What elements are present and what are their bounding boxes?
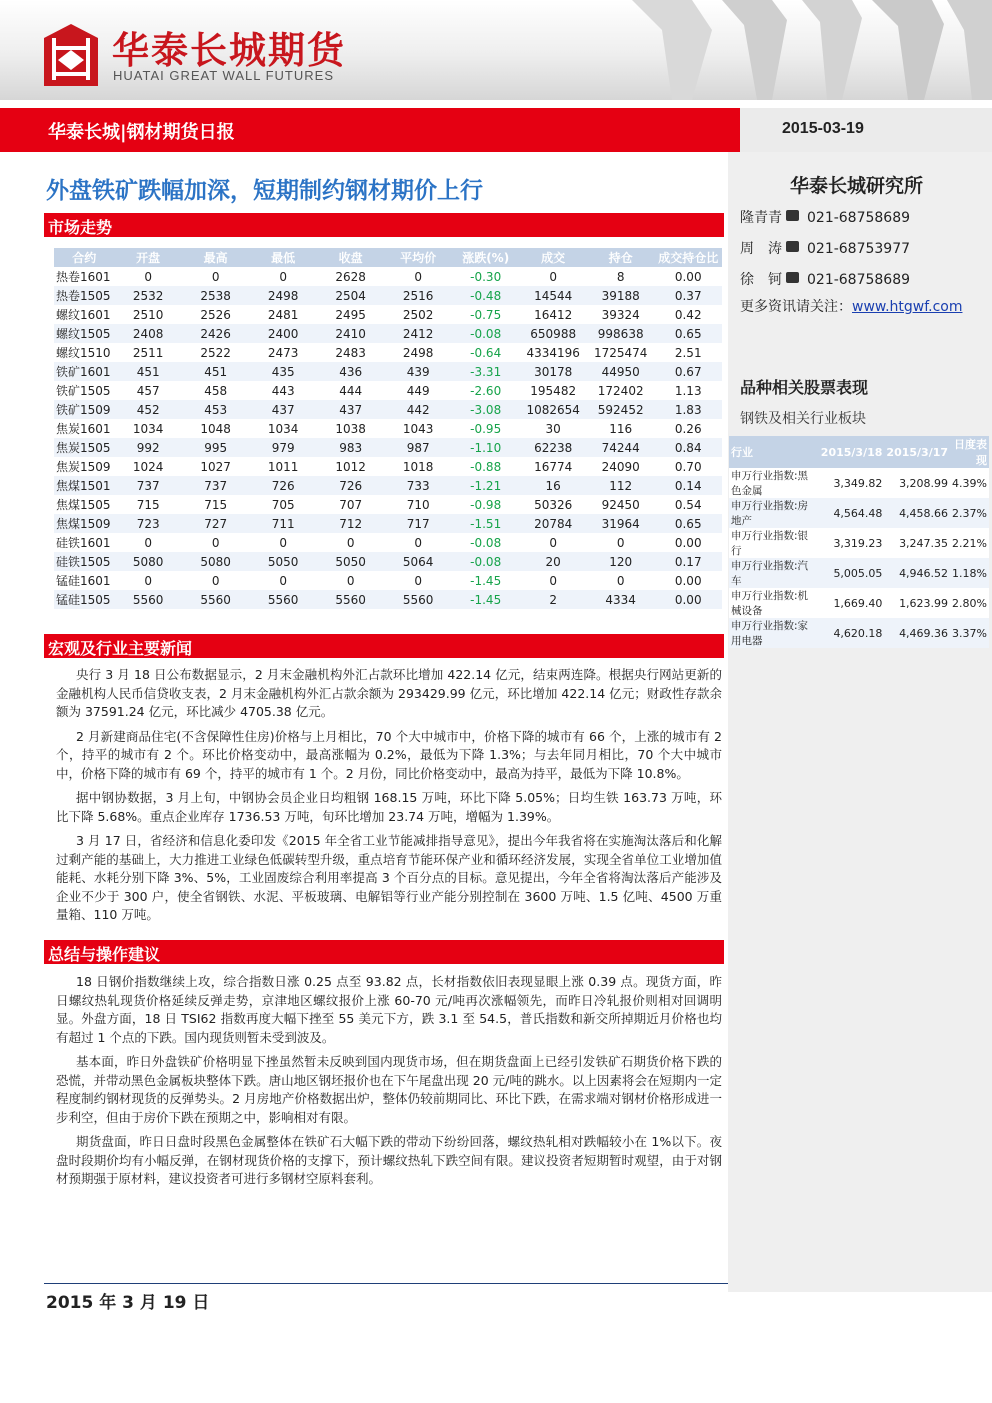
market-cell: 0.17 — [654, 552, 722, 571]
market-cell: -0.08 — [452, 533, 520, 552]
contract-cell: 焦炭1601 — [54, 419, 114, 438]
market-cell: 449 — [384, 381, 452, 400]
market-cell: 0 — [182, 571, 250, 590]
market-cell: 1082654 — [519, 400, 587, 419]
report-date: 2015-03-19 — [782, 120, 864, 137]
market-cell: 0 — [114, 267, 182, 286]
stock-subheading: 钢铁及相关行业板块 — [740, 411, 866, 427]
market-cell: 0.67 — [654, 362, 722, 381]
market-cell: 707 — [317, 495, 385, 514]
market-cell: -1.21 — [452, 476, 520, 495]
market-cell: -0.64 — [452, 343, 520, 362]
news-paragraph: 据中钢协数据，3 月上旬，中钢协会员企业日均粗钢 168.15 万吨，环比下降 5.05%；日均生铁 163.73 万吨，环比下降 5.68%。重点企业库存 1736.53 万吨，旬环比增加 23.74 万吨，增幅为 1.39%。 — [56, 790, 722, 824]
section-title: 宏观及行业主要新闻 — [48, 639, 193, 658]
market-cell: 74244 — [587, 438, 655, 457]
market-cell: 592452 — [587, 400, 655, 419]
market-col-header: 收盘 — [317, 248, 385, 267]
market-cell: 458 — [182, 381, 250, 400]
market-table-row — [54, 495, 722, 514]
market-cell: 0.65 — [654, 514, 722, 533]
market-cell: 0.42 — [654, 305, 722, 324]
market-cell: 0 — [249, 533, 317, 552]
contract-cell: 铁矿1505 — [54, 381, 114, 400]
market-cell: 2522 — [182, 343, 250, 362]
market-cell: 1018 — [384, 457, 452, 476]
contract-cell: 螺纹1510 — [54, 343, 114, 362]
market-col-header: 合约 — [54, 248, 114, 267]
market-cell: 2498 — [384, 343, 452, 362]
market-table-row — [54, 571, 722, 590]
more-info — [740, 296, 962, 316]
phone-icon — [786, 272, 799, 283]
stock-table-row — [729, 468, 989, 498]
market-cell: 444 — [317, 381, 385, 400]
summary-body — [56, 973, 722, 1195]
market-cell: -0.30 — [452, 267, 520, 286]
market-table-row — [54, 267, 722, 286]
stock-cell: 2.37% — [950, 498, 989, 528]
market-cell: 195482 — [519, 381, 587, 400]
market-cell: 92450 — [587, 495, 655, 514]
market-cell: 2502 — [384, 305, 452, 324]
market-cell: -0.48 — [452, 286, 520, 305]
market-cell: 2526 — [182, 305, 250, 324]
market-cell: 5560 — [182, 590, 250, 609]
market-cell: 5080 — [114, 552, 182, 571]
market-cell: -3.08 — [452, 400, 520, 419]
market-table — [54, 248, 722, 609]
market-cell: 2504 — [317, 286, 385, 305]
market-cell: 5050 — [249, 552, 317, 571]
market-cell: 998638 — [587, 324, 655, 343]
market-table-row — [54, 590, 722, 609]
market-cell: 717 — [384, 514, 452, 533]
stock-cell: 4,458.66 — [884, 498, 950, 528]
contract-cell: 焦炭1509 — [54, 457, 114, 476]
contact-row — [740, 207, 910, 227]
market-col-header: 最高 — [182, 248, 250, 267]
market-cell: 1024 — [114, 457, 182, 476]
industry-cell: 申万行业指数:银行 — [729, 528, 819, 558]
market-cell: 31964 — [587, 514, 655, 533]
market-cell: 5560 — [114, 590, 182, 609]
stock-cell: 3,349.82 — [819, 468, 885, 498]
contract-cell: 螺纹1601 — [54, 305, 114, 324]
company-name-en: HUATAI GREAT WALL FUTURES — [113, 68, 334, 83]
market-cell: 5080 — [182, 552, 250, 571]
market-cell: -0.88 — [452, 457, 520, 476]
news-paragraph: 2 月新建商品住宅(不含保障性住房)价格与上月相比，70 个大中城市中，价格下降的城市有 66 个，上涨的城市有 2 个，持平的城市有 2 个。环比价格变动中，最高涨幅为 0.2%，最低为下降 1.3%；与去年同月相比，70 个大中城市中，价格下降的城市有 69 个，持平的城市有 1 个。2 月份，同比价格变动中，最高为持平，最低为下降 10.8%。 — [56, 728, 722, 781]
market-cell: -0.75 — [452, 305, 520, 324]
market-cell: 987 — [384, 438, 452, 457]
market-table-row — [54, 381, 722, 400]
stock-table-row — [729, 528, 989, 558]
market-cell: 0 — [384, 533, 452, 552]
stock-cell: 3,319.23 — [819, 528, 885, 558]
market-cell: 1043 — [384, 419, 452, 438]
market-cell: 451 — [182, 362, 250, 381]
market-cell: 0.84 — [654, 438, 722, 457]
stock-table-row — [729, 558, 989, 588]
website-link[interactable]: www.htgwf.com — [852, 299, 963, 315]
phone-icon — [786, 241, 799, 252]
market-cell: -0.95 — [452, 419, 520, 438]
market-cell: -1.10 — [452, 438, 520, 457]
stock-table-header — [729, 436, 989, 468]
market-cell: 62238 — [519, 438, 587, 457]
market-cell: 705 — [249, 495, 317, 514]
summary-paragraph: 基本面，昨日外盘铁矿价格明显下挫虽然暂未反映到国内现货市场，但在期货盘面上已经引发铁矿石期货价格下跌的恐慌，并带动黑色金属板块整体下跌。唐山地区钢坯报价也在下午尾盘出现 20 元/吨的跳水。以上因素将会在短期内一定程度制约钢材现货的反弹势头。2 月房地产价格数据出炉，整体仍较前期同比、环比下跌，在需求端对钢材价格形成进一步利空，但由于房价下跌在预期之中，影响相对有限。 — [56, 1054, 722, 1125]
news-body — [56, 666, 722, 931]
market-cell: 0 — [384, 571, 452, 590]
market-cell: 116 — [587, 419, 655, 438]
market-cell: 16 — [519, 476, 587, 495]
market-table-row — [54, 305, 722, 324]
stock-col-header: 日度表现 — [950, 436, 989, 468]
stock-cell: 3,208.99 — [884, 468, 950, 498]
industry-cell: 申万行业指数:黑色金属 — [729, 468, 819, 498]
market-cell: 2412 — [384, 324, 452, 343]
market-cell: 2426 — [182, 324, 250, 343]
stock-heading: 品种相关股票表现 — [740, 378, 869, 397]
stock-cell: 5,005.05 — [819, 558, 885, 588]
market-cell: 0 — [182, 267, 250, 286]
market-cell: 0.37 — [654, 286, 722, 305]
market-cell: 992 — [114, 438, 182, 457]
stock-cell: 2.21% — [950, 528, 989, 558]
market-cell: -3.31 — [452, 362, 520, 381]
footer-divider — [44, 1283, 728, 1284]
section-market — [44, 213, 724, 237]
market-cell: 0.54 — [654, 495, 722, 514]
summary-paragraph: 18 日钢价指数继续上攻，综合指数日涨 0.25 点至 93.82 点，长材指数依旧表现显眼上涨 0.39 点。现货方面，昨日螺纹热轧现货价格延续反弹走势，京津地区螺纹报价上涨 60-70 元/吨再次涨幅领先，而昨日冷轧报价则相对回调明显。外盘方面，18 日 TSI62 指数再度大幅下挫至 55 美元下方，跌 3.1 至 54.5，普氏指数和新交所掉期近月价格也均有超过 1 个点的下跌。国内现货则暂未受到波及。 — [56, 974, 722, 1045]
market-cell: 2483 — [317, 343, 385, 362]
contract-cell: 螺纹1505 — [54, 324, 114, 343]
market-cell: 0 — [249, 571, 317, 590]
stock-cell: 4,620.18 — [819, 618, 885, 648]
footer-date: 2015 年 3 月 19 日 — [46, 1293, 210, 1313]
report-title: 华泰长城|钢材期货日报 — [48, 122, 235, 143]
market-cell: 5064 — [384, 552, 452, 571]
market-cell: 2410 — [317, 324, 385, 343]
stock-cell: 2.80% — [950, 588, 989, 618]
market-cell: 2473 — [249, 343, 317, 362]
market-cell: 1048 — [182, 419, 250, 438]
market-cell: 0 — [519, 267, 587, 286]
market-cell: 2510 — [114, 305, 182, 324]
stock-cell: 4,564.48 — [819, 498, 885, 528]
market-cell: 436 — [317, 362, 385, 381]
market-cell: 5560 — [317, 590, 385, 609]
market-table-header — [54, 248, 722, 267]
industry-cell: 申万行业指数:家用电器 — [729, 618, 819, 648]
news-paragraph: 央行 3 月 18 日公布数据显示，2 月末金融机构外汇占款环比增加 422.14 亿元，结束两连降。根据央行网站更新的金融机构人民币信贷收支表，2 月末金融机构外汇占款余额为 293429.99 亿元，环比增加 422.14 亿元；财政性存款余额为 37591.24 亿元，环比减少 4705.38 亿元。 — [56, 667, 722, 719]
market-cell: 0.65 — [654, 324, 722, 343]
market-cell: 727 — [182, 514, 250, 533]
stock-cell: 3.37% — [950, 618, 989, 648]
market-cell: 39188 — [587, 286, 655, 305]
market-cell: 452 — [114, 400, 182, 419]
market-col-header: 成交 — [519, 248, 587, 267]
market-cell: 1027 — [182, 457, 250, 476]
market-cell: 5560 — [384, 590, 452, 609]
market-cell: 30 — [519, 419, 587, 438]
stock-col-header: 行业 — [729, 436, 819, 468]
market-cell: 983 — [317, 438, 385, 457]
contract-cell: 硅铁1505 — [54, 552, 114, 571]
stock-table-row — [729, 618, 989, 648]
market-cell: 0.00 — [654, 590, 722, 609]
contract-cell: 热卷1601 — [54, 267, 114, 286]
section-news — [44, 634, 724, 658]
market-cell: 2532 — [114, 286, 182, 305]
contract-cell: 热卷1505 — [54, 286, 114, 305]
market-cell: 0 — [519, 533, 587, 552]
stock-cell: 4,469.36 — [884, 618, 950, 648]
market-cell: 0.26 — [654, 419, 722, 438]
market-cell: 14544 — [519, 286, 587, 305]
market-cell: 4334196 — [519, 343, 587, 362]
market-cell: 50326 — [519, 495, 587, 514]
market-cell: 20 — [519, 552, 587, 571]
market-cell: 995 — [182, 438, 250, 457]
market-table-row — [54, 324, 722, 343]
market-table-row — [54, 400, 722, 419]
market-table-row — [54, 476, 722, 495]
market-cell: 0 — [114, 571, 182, 590]
contract-cell: 锰硅1505 — [54, 590, 114, 609]
stock-col-header: 2015/3/17 — [884, 436, 950, 468]
market-cell: 2.51 — [654, 343, 722, 362]
market-cell: 2495 — [317, 305, 385, 324]
market-cell: 715 — [182, 495, 250, 514]
contract-cell: 铁矿1509 — [54, 400, 114, 419]
market-cell: 442 — [384, 400, 452, 419]
market-cell: -2.60 — [452, 381, 520, 400]
market-table-row — [54, 457, 722, 476]
stock-cell: 1.18% — [950, 558, 989, 588]
market-cell: 0 — [317, 571, 385, 590]
market-col-header: 平均价 — [384, 248, 452, 267]
market-cell: 24090 — [587, 457, 655, 476]
market-cell: 2408 — [114, 324, 182, 343]
market-cell: 2516 — [384, 286, 452, 305]
market-cell: 737 — [114, 476, 182, 495]
market-cell: 30178 — [519, 362, 587, 381]
contact-name: 周 涛 — [740, 241, 782, 257]
contact-phone: 021-68753977 — [807, 241, 911, 257]
stock-cell: 1,669.40 — [819, 588, 885, 618]
market-cell: 1011 — [249, 457, 317, 476]
market-cell: 733 — [384, 476, 452, 495]
institute-name: 华泰长城研究所 — [790, 175, 924, 197]
market-cell: 172402 — [587, 381, 655, 400]
market-col-header: 涨跌(%) — [452, 248, 520, 267]
market-cell: -1.51 — [452, 514, 520, 533]
market-col-header: 持仓 — [587, 248, 655, 267]
market-cell: 726 — [249, 476, 317, 495]
market-cell: 2 — [519, 590, 587, 609]
market-cell: 8 — [587, 267, 655, 286]
market-col-header: 最低 — [249, 248, 317, 267]
market-cell: 1.13 — [654, 381, 722, 400]
market-cell: 2511 — [114, 343, 182, 362]
market-cell: 0 — [249, 267, 317, 286]
news-paragraph: 3 月 17 日，省经济和信息化委印发《2015 年全省工业节能减排指导意见》，提出今年我省将在实施淘汰落后和化解过剩产能的基础上，大力推进工业绿色低碳转型升级，重点培育节能环保产业和循环经济发展，实现全省单位工业增加值能耗、水耗分别下降 3%、5%，工业固废综合利用率提高 3 个百分点的目标。意见提出，今年全省将淘汰落后产能涉及企业不少于 300 户，使全省钢铁、水泥、平板玻璃、电解铝等行业产能分别控制在 3600 万吨、1.5 亿吨、4500 万重量箱、110 万吨。 — [56, 833, 722, 922]
contact-phone: 021-68758689 — [807, 272, 911, 288]
market-cell: 1034 — [114, 419, 182, 438]
market-cell: 1012 — [317, 457, 385, 476]
market-cell: 0 — [114, 533, 182, 552]
industry-cell: 申万行业指数:机械设备 — [729, 588, 819, 618]
headline: 外盘铁矿跌幅加深，短期制约钢材期价上行 — [46, 178, 483, 204]
market-cell: 0 — [317, 533, 385, 552]
market-cell: 453 — [182, 400, 250, 419]
market-cell: -0.08 — [452, 324, 520, 343]
market-cell: 120 — [587, 552, 655, 571]
market-table-row — [54, 533, 722, 552]
market-cell: -1.45 — [452, 590, 520, 609]
stock-cell: 4,946.52 — [884, 558, 950, 588]
more-info-label: 更多资讯请关注： — [740, 299, 852, 315]
market-cell: 39324 — [587, 305, 655, 324]
market-cell: 0 — [519, 571, 587, 590]
market-cell: -0.08 — [452, 552, 520, 571]
market-cell: -1.45 — [452, 571, 520, 590]
market-cell: 437 — [249, 400, 317, 419]
market-cell: 0 — [587, 533, 655, 552]
company-name: 华泰长城期货 — [112, 29, 346, 72]
market-table-row — [54, 343, 722, 362]
stock-cell: 3,247.35 — [884, 528, 950, 558]
section-title: 市场走势 — [48, 218, 113, 237]
contact-row — [740, 238, 910, 258]
market-cell: 712 — [317, 514, 385, 533]
market-col-header: 成交持仓比 — [654, 248, 722, 267]
market-cell: 2498 — [249, 286, 317, 305]
section-summary — [44, 940, 724, 964]
market-cell: 0.14 — [654, 476, 722, 495]
market-cell: 650988 — [519, 324, 587, 343]
market-cell: 5050 — [317, 552, 385, 571]
market-cell: 0 — [182, 533, 250, 552]
contact-name: 隆青青 — [740, 210, 782, 226]
market-cell: 0.00 — [654, 533, 722, 552]
market-table-row — [54, 419, 722, 438]
page-header — [0, 0, 992, 100]
market-cell: 2481 — [249, 305, 317, 324]
stock-col-header: 2015/3/18 — [819, 436, 885, 468]
market-cell: 5560 — [249, 590, 317, 609]
market-cell: 0 — [587, 571, 655, 590]
contract-cell: 锰硅1601 — [54, 571, 114, 590]
contract-cell: 焦煤1505 — [54, 495, 114, 514]
market-cell: 1725474 — [587, 343, 655, 362]
industry-cell: 申万行业指数:汽车 — [729, 558, 819, 588]
phone-icon — [786, 210, 799, 221]
market-cell: 0.70 — [654, 457, 722, 476]
market-cell: 737 — [182, 476, 250, 495]
contract-cell: 焦炭1505 — [54, 438, 114, 457]
market-table-row — [54, 286, 722, 305]
industry-cell: 申万行业指数:房地产 — [729, 498, 819, 528]
market-cell: 457 — [114, 381, 182, 400]
market-cell: 726 — [317, 476, 385, 495]
market-col-header: 开盘 — [114, 248, 182, 267]
market-cell: 710 — [384, 495, 452, 514]
contract-cell: 焦煤1509 — [54, 514, 114, 533]
market-cell: 979 — [249, 438, 317, 457]
market-table-row — [54, 514, 722, 533]
sidebar — [728, 152, 992, 1292]
company-logo-icon — [44, 24, 98, 86]
building-graphic — [572, 0, 992, 100]
market-cell: 451 — [114, 362, 182, 381]
market-cell: 0.00 — [654, 571, 722, 590]
contact-name: 徐 钶 — [740, 272, 782, 288]
summary-paragraph: 期货盘面，昨日日盘时段黑色金属整体在铁矿石大幅下跌的带动下纷纷回落，螺纹热轧相对跌幅较小在 1%以下。夜盘时段期价均有小幅反弹，在钢材现货价格的支撑下，预计螺纹热轧下跌空间有限。建议投资者短期暂时观望，由于对钢材预期强于原材料，建议投资者可进行多钢材空原料套利。 — [56, 1134, 722, 1186]
market-cell: 439 — [384, 362, 452, 381]
market-cell: 16412 — [519, 305, 587, 324]
stock-cell: 1,623.99 — [884, 588, 950, 618]
market-cell: 723 — [114, 514, 182, 533]
contract-cell: 焦煤1501 — [54, 476, 114, 495]
market-cell: 44950 — [587, 362, 655, 381]
contact-phone: 021-68758689 — [807, 210, 911, 226]
stock-table-row — [729, 498, 989, 528]
section-title: 总结与操作建议 — [48, 945, 161, 964]
market-cell: 112 — [587, 476, 655, 495]
market-cell: 20784 — [519, 514, 587, 533]
market-cell: 443 — [249, 381, 317, 400]
market-table-row — [54, 362, 722, 381]
market-cell: -0.98 — [452, 495, 520, 514]
market-cell: 2538 — [182, 286, 250, 305]
market-cell: 437 — [317, 400, 385, 419]
market-cell: 435 — [249, 362, 317, 381]
market-cell: 1034 — [249, 419, 317, 438]
market-cell: 16774 — [519, 457, 587, 476]
market-table-row — [54, 552, 722, 571]
contract-cell: 铁矿1601 — [54, 362, 114, 381]
market-cell: 2628 — [317, 267, 385, 286]
contact-row — [740, 269, 910, 289]
market-cell: 4334 — [587, 590, 655, 609]
market-cell: 715 — [114, 495, 182, 514]
market-cell: 1038 — [317, 419, 385, 438]
stock-cell: 4.39% — [950, 468, 989, 498]
market-cell: 0 — [384, 267, 452, 286]
stock-table — [729, 436, 989, 648]
market-cell: 711 — [249, 514, 317, 533]
market-cell: 0.00 — [654, 267, 722, 286]
stock-table-row — [729, 588, 989, 618]
market-cell: 2400 — [249, 324, 317, 343]
market-cell: 1.83 — [654, 400, 722, 419]
market-table-row — [54, 438, 722, 457]
contract-cell: 硅铁1601 — [54, 533, 114, 552]
